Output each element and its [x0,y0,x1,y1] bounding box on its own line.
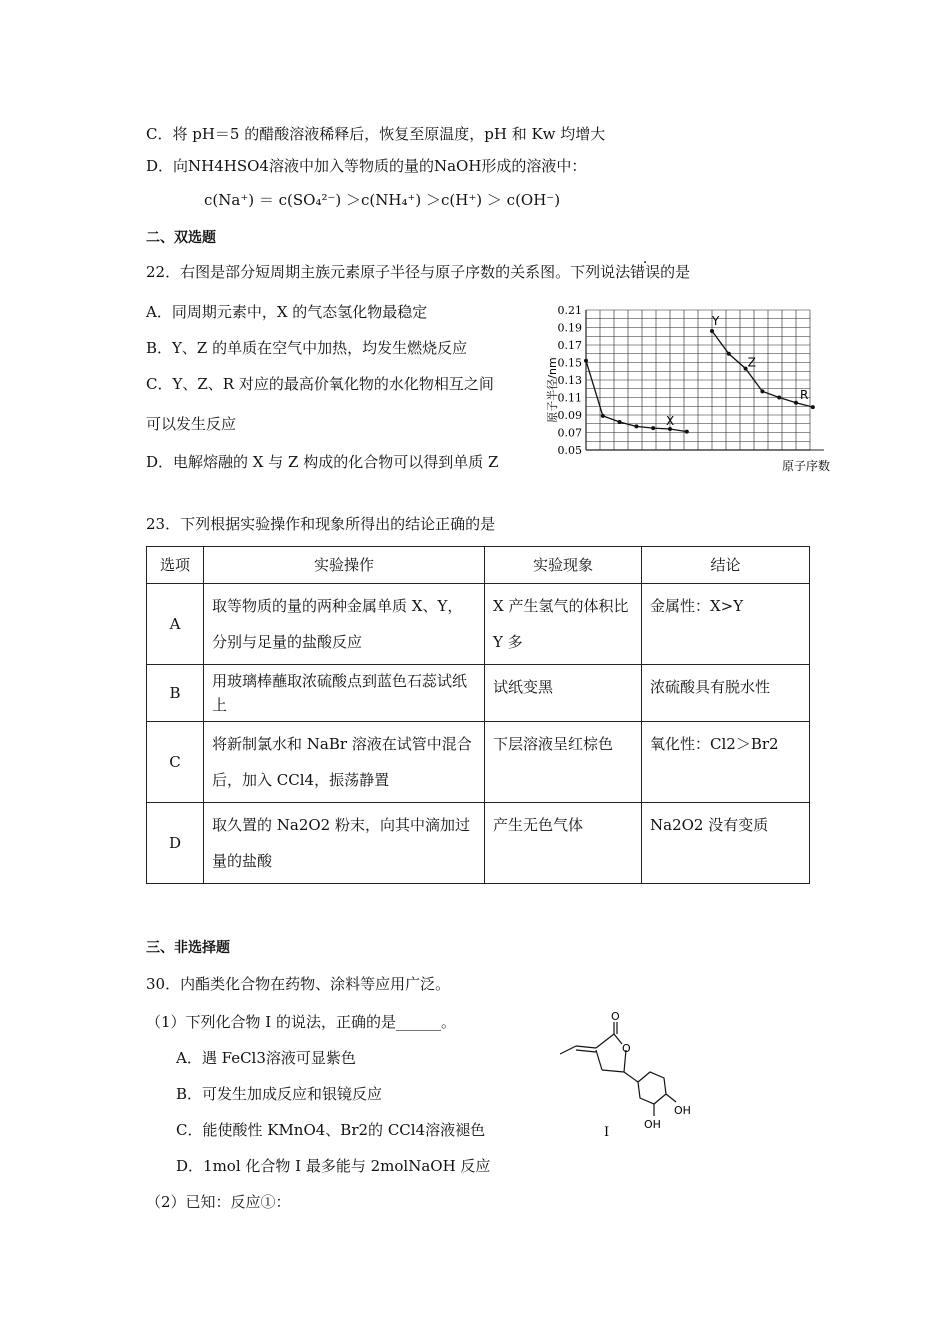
q22-option-b: B．Y、Z 的单质在空气中加热，均发生燃烧反应 [146,339,468,357]
data-point [601,414,605,418]
atom-o-ring: O [622,1042,631,1055]
atom-oh-2: OH [644,1118,661,1131]
y-axis-label: 原子半径/nm [546,357,559,423]
molecule-bonds [560,1022,676,1116]
question-23-stem: 23．下列根据实验操作和现象所得出的结论正确的是 [146,515,496,533]
data-point [794,401,798,405]
q22-option-c-line1: C．Y、Z、R 对应的最高价氧化物的水化物相互之间 [146,375,494,393]
y-tick-label: 0.11 [557,391,582,405]
q22-option-c-line2: 可以发生反应 [146,415,237,433]
data-point [760,389,764,393]
compound-i-structure [560,1010,720,1140]
table-row [147,803,810,884]
data-point [651,426,655,430]
q30-option-d: D．1mol 化合物 I 最多能与 2molNaOH 反应 [176,1157,491,1175]
chart-grid [586,310,824,450]
atom-o-carbonyl: O [611,1010,620,1023]
q30-part2: （2）已知：反应①： [146,1193,291,1211]
option-c-text: C．将 pH＝5 的醋酸溶液稀释后，恢复至原温度，pH 和 Kw 均增大 [146,125,606,143]
x-axis-label: 原子序数 [781,459,830,473]
data-point [727,352,731,356]
y-tick-label: 0.09 [557,409,582,422]
row-conclusion: Na2O2 没有变质 [642,803,810,884]
row-operation: 用玻璃棒蘸取浓硫酸点到蓝色石蕊试纸上 [204,665,485,722]
row-phenomenon: X 产生氢气的体积比 Y 多 [485,584,642,665]
point-label-x: X [666,414,675,428]
row-operation: 取等物质的量的两种金属单质 X、Y，分别与足量的盐酸反应 [204,584,485,665]
q30-option-b: B．可发生加成反应和银镜反应 [176,1085,383,1103]
table-row [147,722,810,803]
row-conclusion: 浓硫酸具有脱水性 [642,665,810,722]
row-option: B [147,665,204,722]
point-label-r: R [800,387,809,402]
series-line [712,331,813,407]
y-tick-label: 0.17 [557,339,582,352]
y-tick-label: 0.05 [557,444,582,457]
table-row [147,665,810,722]
row-conclusion: 氧化性：Cl2＞Br2 [642,722,810,803]
row-operation: 取久置的 Na2O2 粉末，向其中滴加过量的盐酸 [204,803,485,884]
ion-concentration-equation: c(Na⁺) ＝ c(SO₄²⁻) ＞c(NH₄⁺) ＞c(H⁺) ＞ c(OH⁻) [204,191,561,209]
data-point [634,424,638,428]
table-row [147,584,810,665]
header-operation: 实验操作 [204,547,485,584]
option-d-text: D．向NH4HSO4溶液中加入等物质的量的NaOH形成的溶液中： [146,157,587,175]
q22-option-d: D．电解熔融的 X 与 Z 构成的化合物可以得到单质 Z [146,453,499,471]
section-heading-non-choice: 三、非选择题 [146,940,230,956]
point-label-z: Z [747,355,756,370]
question-30-stem: 30．内酯类化合物在药物、涂料等应用广泛。 [146,975,451,993]
atom-oh-1: OH [674,1104,691,1117]
data-point [710,329,714,333]
row-option: D [147,803,204,884]
q30-option-c: C．能使酸性 KMnO4、Br2的 CCl4溶液褪色 [176,1121,486,1139]
compound-label: I [604,1125,610,1140]
section-heading-double-choice: 二、双选题 [146,230,216,246]
header-conclusion: 结论 [642,547,810,584]
data-point [777,396,781,400]
data-point [685,430,689,434]
question-22-stem: 22．右图是部分短周期主族元素原子半径与原子序数的关系图。下列说法错误的是 [146,263,691,281]
header-option: 选项 [147,547,204,584]
chart-y-ticks [558,304,583,457]
q30-option-a: A．遇 FeCl3溶液可显紫色 [176,1049,356,1067]
row-phenomenon: 下层溶液呈红棕色 [485,722,642,803]
y-tick-label: 0.13 [557,374,582,387]
row-option: A [147,584,204,665]
chart-series [584,329,815,434]
row-conclusion: 金属性：X>Y [642,584,810,665]
row-operation: 将新制氯水和 NaBr 溶液在试管中混合后，加入 CCl4，振荡静置 [204,722,485,803]
row-phenomenon: 试纸变黑 [485,665,642,722]
y-tick-label: 0.15 [557,356,582,370]
q30-part1: （1）下列化合物 I 的说法，正确的是______。 [146,1013,457,1031]
data-point [811,405,815,409]
row-phenomenon: 产生无色气体 [485,803,642,884]
row-option: C [147,722,204,803]
y-tick-label: 0.21 [557,304,582,317]
point-label-y: Y [712,314,720,328]
data-point [584,359,588,363]
y-tick-label: 0.07 [557,426,582,440]
data-point [618,420,622,424]
experiment-table [146,546,810,884]
table-header-row [147,547,810,584]
atomic-radius-chart [540,300,840,480]
q22-option-a: A．同周期元素中，X 的气态氢化物最稳定 [146,303,428,321]
header-phenomenon: 实验现象 [485,547,642,584]
y-tick-label: 0.19 [557,321,582,335]
